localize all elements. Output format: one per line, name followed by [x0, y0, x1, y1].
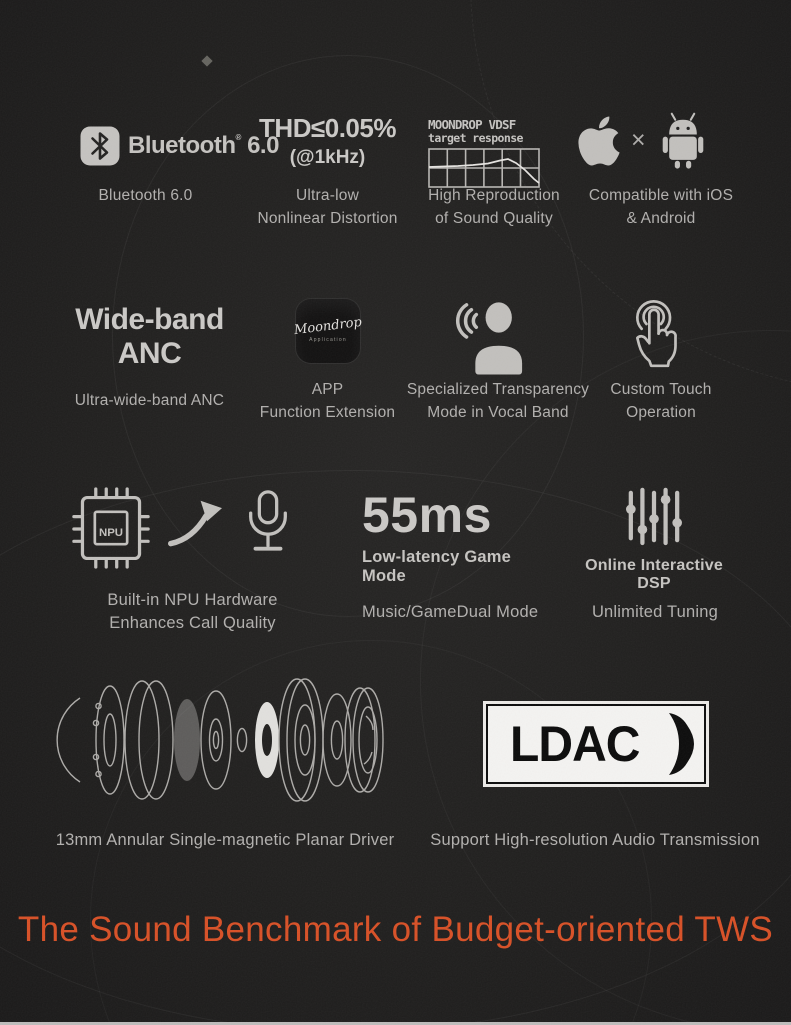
thd-spec [240, 113, 415, 169]
os-label-line2: & Android [626, 209, 696, 227]
dsp-block [570, 486, 738, 593]
eq-sliders-icon [626, 486, 682, 546]
thd-title: THD≤0.05% [259, 113, 396, 143]
vdsf-label [405, 185, 583, 230]
npu-label-line2: Enhances Call Quality [109, 613, 276, 632]
tuning-label: Unlimited Tuning [591, 603, 719, 621]
transparency-icon [450, 297, 526, 375]
ldac-crescent-icon [667, 713, 697, 775]
thd-label-line2: Nonlinear Distortion [257, 209, 398, 227]
latency-value: 55ms [362, 487, 492, 543]
anc-title [52, 303, 247, 371]
app-label-line2: Function Extension [259, 403, 396, 421]
thd-label [240, 185, 415, 230]
latency-block [362, 487, 552, 586]
npu-label [95, 589, 290, 634]
apple-icon [578, 113, 620, 169]
dsp-mode: Online Interactive DSP [585, 557, 723, 592]
vdsf-label-line2: of Sound Quality [435, 209, 553, 227]
vdsf-logo-line1: MOONDROP VDSF [428, 117, 516, 132]
bluetooth-logo-text: Bluetooth® 6.0 [128, 132, 279, 159]
anc-title-line1: Wide-band [75, 303, 224, 336]
bluetooth-icon [80, 126, 120, 166]
app-icon-script-text: Moondrop [293, 314, 363, 339]
anc-title-line2: ANC [117, 337, 182, 370]
ldac-logo-text: LDAC [510, 716, 640, 772]
transparency-label-line2: Mode in Vocal Band [427, 403, 569, 421]
transparency-label [398, 379, 598, 424]
vdsf-label-line1: High Reproduction [428, 187, 560, 204]
driver-label: 13mm Annular Single-magnetic Planar Driver [55, 831, 395, 849]
thd-label-line1: Ultra-low [296, 187, 359, 204]
npu-chip-text: NPU [98, 526, 124, 539]
vdsf-logo [428, 117, 550, 193]
latency-mode: Low-latency Game Mode [362, 548, 511, 585]
os-label [572, 185, 750, 230]
os-label-line1: Compatible with iOS [588, 187, 734, 204]
touch-label-line1: Custom Touch [610, 381, 712, 398]
npu-label-line1: Built-in NPU Hardware [107, 591, 278, 609]
thd-subtitle: (@1kHz) [289, 147, 366, 168]
decor-diamond [201, 55, 212, 66]
os-compat-logos [578, 112, 709, 169]
rising-arrow-icon [166, 497, 224, 551]
npu-chip-icon [72, 487, 150, 569]
touch-label-line2: Operation [626, 403, 696, 421]
transparency-label-line1: Specialized Transparency [406, 381, 590, 398]
touch-icon [630, 299, 686, 374]
android-icon [657, 112, 709, 169]
headline: The Sound Benchmark of Budget-oriented TWS [17, 910, 774, 949]
times-icon: × [631, 126, 646, 154]
app-label [240, 379, 415, 424]
ldac-label: Support High-resolution Audio Transmission [430, 831, 760, 849]
app-icon-sub-text: Application [309, 337, 347, 343]
driver-diagram [54, 660, 390, 818]
microphone-icon [243, 489, 293, 566]
app-label-line1: APP [311, 381, 344, 398]
vdsf-grid-icon [428, 148, 540, 188]
music-mode-label: Music/GameDual Mode [362, 603, 539, 621]
ldac-logo [486, 704, 706, 784]
moondrop-app-icon [293, 299, 363, 363]
touch-label [572, 379, 750, 424]
bluetooth-label: Bluetooth 6.0 [98, 187, 193, 204]
vdsf-logo-line2: target response [428, 131, 523, 145]
anc-label: Ultra-wide-band ANC [74, 392, 225, 409]
